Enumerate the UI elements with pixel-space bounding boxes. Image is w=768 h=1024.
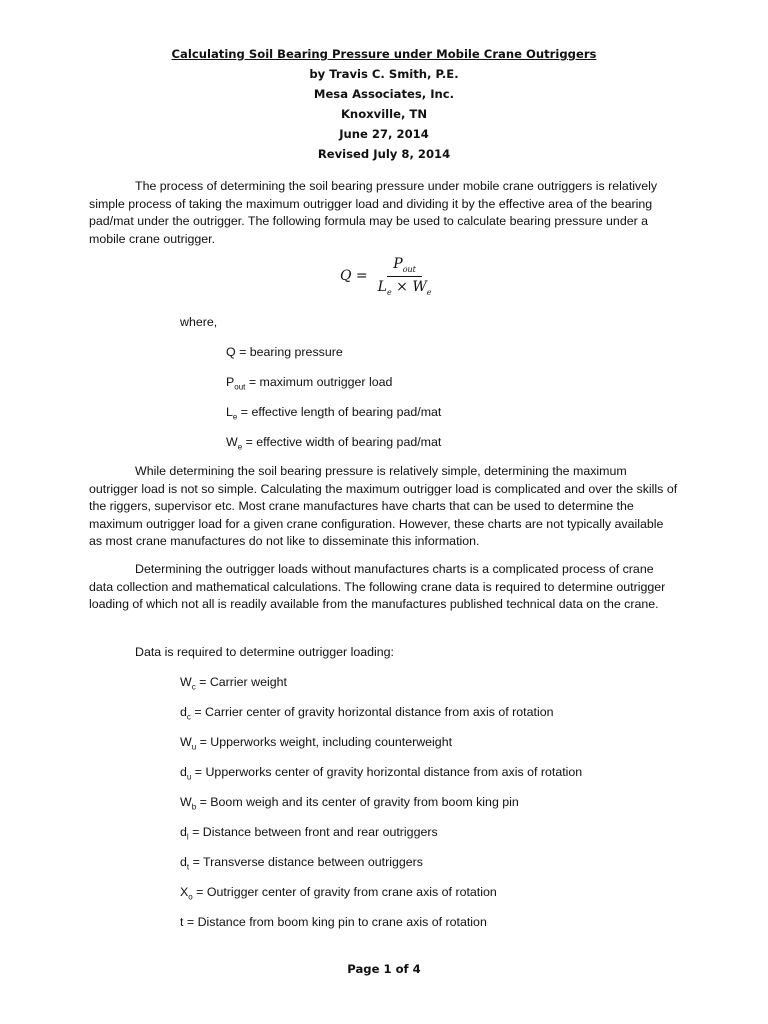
- definition-item: $P_{out}$ = maximum outrigger load: [226, 375, 393, 392]
- formula-lhs: Q =: [340, 268, 368, 285]
- data-item: $d_u$ = Upperworks center of gravity horizontal distance from axis of rotation: [180, 765, 583, 782]
- page-number: Page 1 of 4: [347, 962, 421, 976]
- document-header: [0, 44, 768, 164]
- data-item: $W_c$ = Carrier weight: [180, 675, 287, 692]
- formula-fraction: [378, 256, 432, 297]
- intro-paragraph: The process of determining the soil bearing pressure under mobile crane outriggers is relatively simple process of taking the maximum outrigger load and dividing it by the effective area of the bearing pad/mat under the outrigger. The following formula may be used to calculate bearing pressure under a mobile crane outrigger.: [89, 179, 658, 246]
- formula-denominator: $L_e \times W_e$: [377, 278, 432, 297]
- data-item: $X_o$ = Outrigger center of gravity from crane axis of rotation: [180, 885, 497, 902]
- data-item: $W_u$ = Upperworks weight, including counterweight: [180, 735, 453, 752]
- definition-item: Q = bearing pressure: [226, 345, 343, 359]
- bearing-pressure-formula: [340, 256, 431, 297]
- data-item: $d_c$ = Carrier center of gravity horizontal distance from axis of rotation: [180, 705, 554, 722]
- outrigger-load-paragraph: While determining the soil bearing pressure is relatively simple, determining the maximum outrigger load is not so simple. Calculating the maximum outrigger load is complicated and over the skills of the riggers, supervisor etc. Most crane manufactures have charts that can be used to determine the maximum outrigger load for a given crane configuration. However, these charts are not typically available as most crane manufactures do not like to disseminate this information.: [89, 464, 678, 549]
- definition-item: $L_e$ = effective length of bearing pad/mat: [226, 405, 442, 422]
- data-item: t = Distance from boom king pin to crane axis of rotation: [180, 915, 487, 929]
- definition-item: $W_e$ = effective width of bearing pad/mat: [226, 435, 442, 452]
- data-required-heading: Data is required to determine outrigger loading:: [135, 645, 394, 659]
- crane-data-paragraph: Determining the outrigger loads without manufactures charts is a complicated process of crane data collection and mathematical calculations. The following crane data is required to determine outrigger loading of which not all is readily available from the manufactures published technical data on the crane.: [89, 562, 666, 612]
- revised-date-line: Revised July 8, 2014: [317, 147, 451, 161]
- location-line: Knoxville, TN: [340, 107, 428, 121]
- company-line: Mesa Associates, Inc.: [313, 87, 455, 101]
- data-item: $d_l$ = Distance between front and rear outriggers: [180, 825, 438, 842]
- data-item: $W_b$ = Boom weigh and its center of gravity from boom king pin: [180, 795, 519, 812]
- where-label: where,: [180, 315, 218, 329]
- author-line: by Travis C. Smith, P.E.: [309, 67, 459, 81]
- formula-numerator: $P_{out}$: [387, 256, 422, 277]
- data-item: $d_t$ = Transverse distance between outriggers: [180, 855, 423, 872]
- date-line: June 27, 2014: [339, 127, 429, 141]
- document-title: Calculating Soil Bearing Pressure under Mobile Crane Outriggers: [171, 47, 597, 61]
